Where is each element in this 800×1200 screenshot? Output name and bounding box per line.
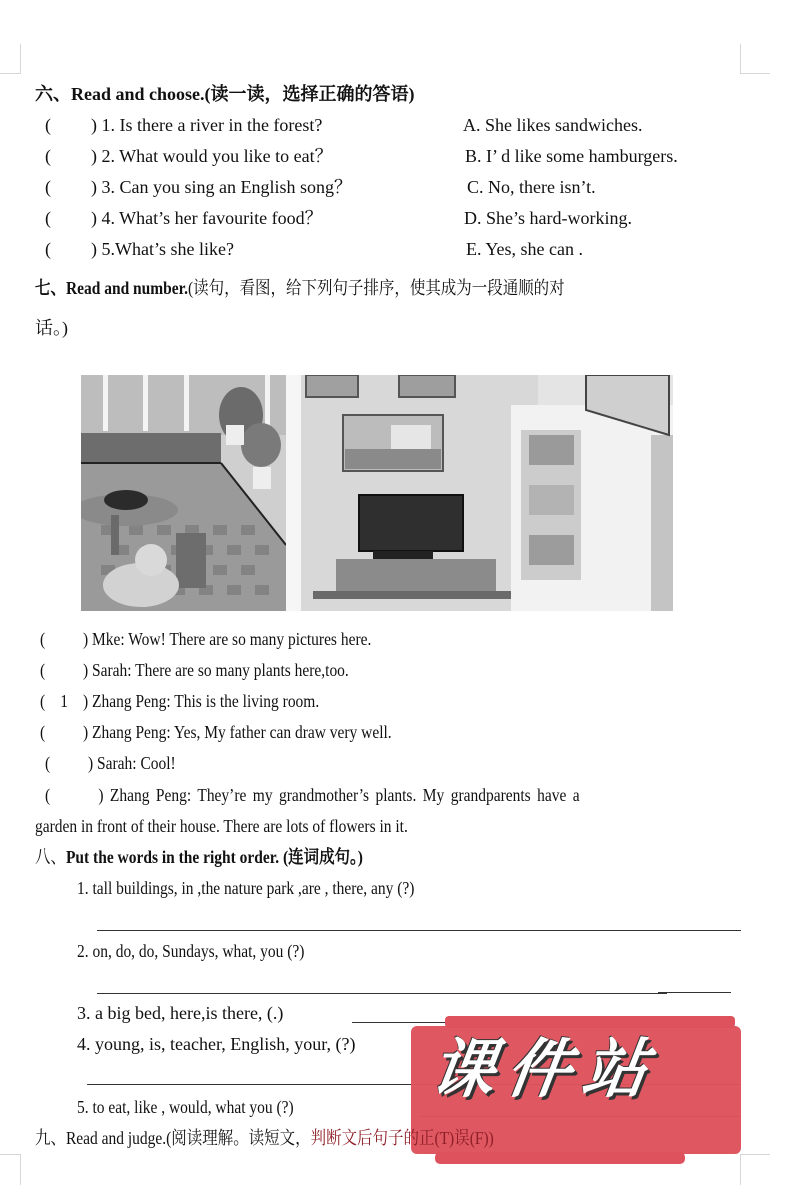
answer-option-c: C. No, there isn’t. — [467, 177, 596, 197]
section8-heading — [35, 846, 416, 868]
section7-heading — [35, 277, 651, 299]
answer-bracket-close: ) — [91, 115, 97, 135]
dialogue-text: Sarah: Cool! — [97, 753, 176, 773]
dialogue-text: Zhang Peng: They’re my grandmother’s plants. My grandparents have a — [109, 785, 580, 805]
dialogue-row: ( ) Zhang Peng: Yes, My father can draw very well. — [40, 722, 392, 742]
section8-number: 八、 — [35, 847, 66, 867]
answer-line-2-extension — [658, 992, 731, 993]
question-text: 1. Is there a river in the forest? — [101, 115, 323, 135]
section6-number: 六、 — [35, 84, 71, 104]
section9-number: 九、 — [35, 1128, 66, 1148]
answer-bracket-close: ) — [91, 177, 97, 197]
answer-option-e: E. Yes, she can . — [466, 239, 583, 259]
section7-heading-cont: 话。) — [35, 318, 68, 338]
dialogue-text: Zhang Peng: Yes, My father can draw very well. — [92, 722, 392, 742]
question-row — [45, 176, 352, 198]
question-text: 4. What’s her favourite food？ — [101, 208, 323, 228]
dialogue-row: ( 1 ) Zhang Peng: This is the living room. — [40, 691, 320, 711]
answer-bracket-open[interactable]: ( — [45, 177, 51, 197]
dialogue-text: Sarah: There are so many plants here,too. — [92, 660, 349, 680]
question-text: 2. What would you like to eat？ — [101, 146, 333, 166]
dialogue-text: Zhang Peng: This is the living room. — [92, 691, 320, 711]
page-corner-bottom-left — [0, 1154, 21, 1155]
section8-title-cn: (连词成句。) — [282, 847, 363, 867]
question-text: 5.What’s she like? — [101, 239, 234, 259]
dialogue-row: ( ) Zhang Peng: They’re my grandmother’s plants. My grandparents have a — [45, 785, 580, 805]
dialogue-continuation: garden in front of their house. There are lots of flowers in it. — [35, 816, 408, 836]
section6-heading — [35, 83, 415, 105]
answer-option-d: D. She’s hard-working. — [464, 208, 632, 228]
order-item-1: 1. tall buildings, in ,the nature park ,are , there, any (?) — [77, 878, 415, 898]
answer-bracket-close: ) — [91, 239, 97, 259]
section9-title-tail: 判断文后句子的正(T)误(F)) — [310, 1128, 494, 1148]
answer-bracket-open[interactable]: ( — [45, 208, 51, 228]
section6-title-cn: (读一读，选择正确的答语) — [204, 84, 415, 104]
watermark-text: 课件站 — [425, 1033, 665, 1107]
answer-bracket-close: ) — [91, 146, 97, 166]
section9-title: Read and judge.(阅读理解。读短文， — [65, 1128, 311, 1148]
answer-bracket-open[interactable]: ( — [45, 146, 51, 166]
stamp-edge — [435, 1152, 685, 1164]
section6-title-en: Read and choose. — [71, 84, 205, 104]
question-text: 3. Can you sing an English song？ — [101, 177, 352, 197]
question-row — [45, 238, 234, 260]
answer-option-b: B. I’ d like some hamburgers. — [465, 146, 678, 166]
order-item-3: 3. a big bed, here,is there, (.) — [77, 1003, 284, 1023]
page-corner-top-right — [740, 73, 770, 74]
order-item-2: 2. on, do, do, Sundays, what, you (?) — [77, 941, 305, 961]
answer-option-a: A. She likes sandwiches. — [463, 115, 643, 135]
page-corner-top-right — [740, 44, 741, 74]
section9-heading — [35, 1127, 568, 1149]
page-corner-top-left — [0, 73, 21, 74]
section8-title-en: Put the words in the right order. — [65, 847, 280, 867]
dialogue-row: ( ) Mke: Wow! There are so many pictures here. — [40, 629, 372, 649]
answer-bracket-close: ) — [91, 208, 97, 228]
section7-title-en: Read and number. — [65, 278, 188, 298]
order-item-5: 5. to eat, like , would, what you (?) — [77, 1097, 294, 1117]
section7-number: 七、 — [35, 278, 66, 298]
question-row — [45, 207, 323, 229]
section7-title-cn: (读句，看图，给下列句子排序，使其成为一段通顺的对 — [187, 278, 565, 298]
answer-bracket-open[interactable]: ( — [45, 115, 51, 135]
page-corner-top-left — [20, 44, 21, 74]
order-blank[interactable]: 1 — [60, 691, 68, 711]
answer-bracket-open[interactable]: ( — [45, 239, 51, 259]
page-corner-bottom-left — [20, 1155, 21, 1185]
answer-line-1[interactable] — [97, 930, 741, 931]
question-row — [45, 114, 322, 136]
dialogue-text: Mke: Wow! There are so many pictures here. — [92, 629, 372, 649]
answer-line-2[interactable] — [97, 993, 667, 994]
order-item-4: 4. young, is, teacher, English, your, (?) — [77, 1034, 356, 1054]
question-row — [45, 145, 333, 167]
dialogue-row: ( ) Sarah: Cool! — [45, 753, 176, 773]
dialogue-row: ( ) Sarah: There are so many plants here,too. — [40, 660, 349, 680]
living-room-image — [81, 375, 673, 611]
